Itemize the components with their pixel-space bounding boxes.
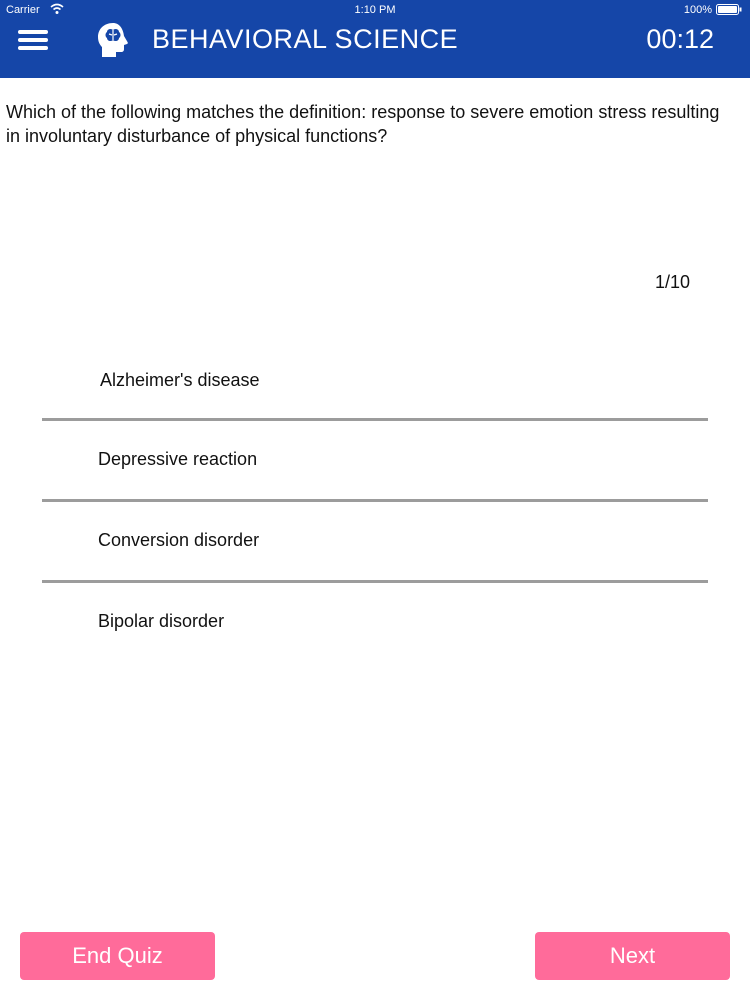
answer-option-depressive[interactable]: [42, 421, 708, 499]
app-header: [0, 0, 750, 78]
end-quiz-button[interactable]: End Quiz: [20, 932, 215, 980]
answer-option-alzheimers[interactable]: [42, 340, 708, 418]
hamburger-menu-icon[interactable]: [18, 26, 50, 52]
answer-option-conversion[interactable]: [42, 502, 708, 580]
battery-percent: 100%: [683, 4, 712, 16]
status-time: 1:10 PM: [354, 4, 396, 16]
answer-list: [42, 340, 708, 661]
answer-label: Conversion disorder: [98, 530, 260, 550]
answer-label: Bipolar disorder: [98, 611, 225, 631]
next-button[interactable]: Next: [535, 932, 730, 980]
carrier-label: Carrier: [6, 4, 40, 16]
answer-label: Depressive reaction: [98, 449, 258, 469]
battery-icon: [716, 4, 742, 15]
question-text: Which of the following matches the definition: response to severe emotion stress resulting in involuntary disturbance of physical functions?: [6, 102, 720, 146]
answer-option-bipolar[interactable]: [42, 583, 708, 661]
brain-head-icon: [96, 22, 130, 58]
quiz-timer: 00:12: [646, 24, 714, 54]
answer-label: Alzheimer's disease: [100, 370, 260, 390]
status-bar: [0, 0, 750, 20]
page-title: BEHAVIORAL SCIENCE: [152, 24, 459, 54]
question-progress: 1/10: [654, 272, 690, 292]
